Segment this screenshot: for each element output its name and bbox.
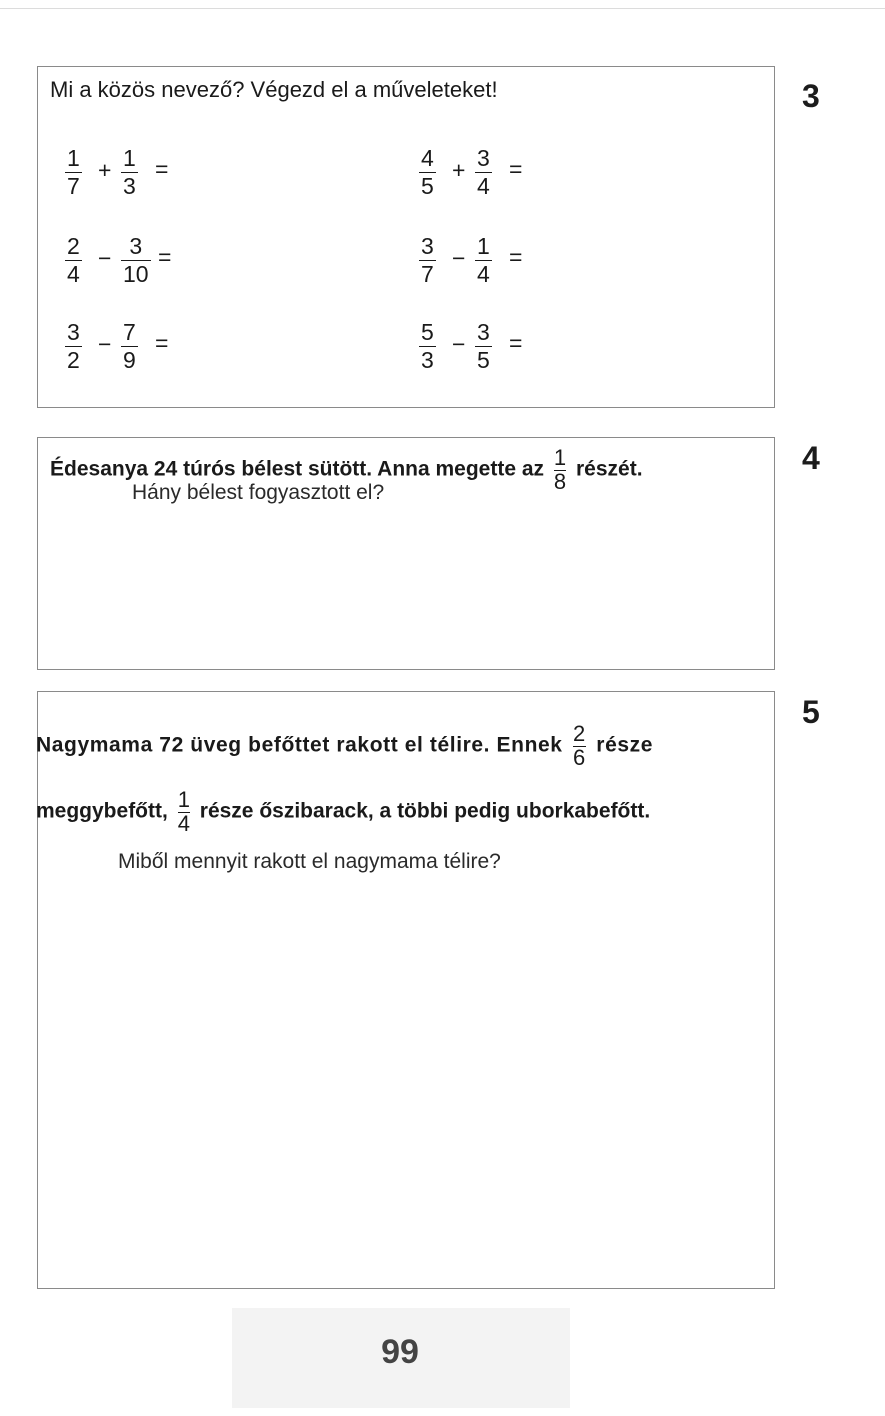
fraction-denominator: 9: [123, 347, 136, 373]
fraction-denominator: 5: [421, 173, 434, 199]
exercise-5-line-2: [36, 787, 651, 836]
exercise-5-fraction-1: [573, 721, 586, 770]
fraction-numerator: 3: [67, 319, 80, 345]
exercise-4-quantity: 24: [153, 457, 178, 481]
exercise-5-line1-prefix: Nagymama: [36, 733, 160, 757]
equals-sign: =: [509, 156, 523, 182]
fraction-denominator: 8: [553, 469, 567, 494]
fraction-numerator: 1: [123, 145, 136, 171]
operator: +: [98, 157, 112, 183]
exercise-5-line-1: [36, 721, 654, 770]
exercise-3-title: Mi a közös nevező? Végezd el a műveleteket!: [50, 77, 498, 102]
fraction-denominator: 4: [177, 811, 190, 836]
exercise-4-text-suffix: részét.: [575, 457, 643, 481]
fraction-denominator: 3: [123, 173, 136, 199]
fraction-numerator: 3: [477, 319, 490, 345]
fraction: [475, 146, 492, 198]
fraction: [65, 234, 82, 286]
exercise-4-number: 4: [802, 440, 820, 476]
exercise-5-line1-middle: üveg befőttet rakott el télire. Ennek: [183, 733, 563, 757]
exercise-5-number: 5: [802, 694, 820, 730]
fraction-denominator: 7: [67, 173, 80, 199]
page-number: 99: [381, 1333, 419, 1371]
operator: +: [452, 157, 466, 183]
fraction-denominator: 4: [67, 261, 80, 287]
fraction-denominator: 3: [421, 347, 434, 373]
exercise-5-line2-prefix: meggybefőtt,: [36, 799, 168, 823]
fraction: [121, 234, 151, 286]
fraction-numerator: 3: [421, 233, 434, 259]
fraction-numerator: 2: [67, 233, 80, 259]
exercise-5-line1-suffix: része: [596, 733, 654, 757]
fraction-denominator: 5: [477, 347, 490, 373]
equals-sign: =: [509, 330, 523, 356]
equals-sign: =: [158, 244, 172, 270]
equals-sign: =: [509, 244, 523, 270]
fraction-numerator: 1: [477, 233, 490, 259]
fraction: [419, 234, 436, 286]
exercise-4-text-prefix: Édesanya: [50, 457, 154, 481]
equals-sign: =: [155, 330, 169, 356]
fraction: [121, 320, 138, 372]
exercise-5-fraction-2: [177, 787, 190, 836]
fraction-numerator: 3: [129, 233, 143, 259]
fraction-numerator: 5: [421, 319, 434, 345]
operator: −: [452, 245, 466, 271]
operator: −: [452, 331, 466, 357]
fraction: [475, 234, 492, 286]
fraction: [475, 320, 492, 372]
fraction: [65, 320, 82, 372]
fraction-denominator: 10: [123, 261, 149, 287]
fraction-numerator: 7: [123, 319, 136, 345]
fraction-numerator: 2: [573, 721, 586, 746]
exercise-4-fraction: [553, 445, 567, 494]
exercise-3-number: 3: [802, 78, 820, 114]
equals-sign: =: [155, 156, 169, 182]
fraction-numerator: 1: [177, 787, 190, 812]
fraction-numerator: 3: [477, 145, 490, 171]
operator: −: [98, 331, 112, 357]
exercise-5-line2-suffix: része őszibarack, a többi pedig uborkabefőtt.: [199, 799, 651, 823]
fraction: [121, 146, 138, 198]
fraction-numerator: 4: [421, 145, 434, 171]
exercise-5-box: [37, 691, 775, 1289]
fraction-denominator: 2: [67, 347, 80, 373]
fraction-denominator: 4: [477, 173, 490, 199]
fraction: [419, 320, 436, 372]
top-rule: [0, 8, 885, 9]
exercise-4-text-middle: túrós bélest sütött. Anna megette az: [177, 457, 545, 481]
fraction: [65, 146, 82, 198]
fraction-numerator: 1: [553, 445, 567, 470]
exercise-4-question: Hány bélest fogyasztott el?: [132, 481, 385, 504]
operator: −: [98, 245, 112, 271]
exercise-5-quantity: 72: [159, 733, 184, 757]
exercise-5-question: Miből mennyit rakott el nagymama télire?: [118, 850, 501, 873]
fraction-denominator: 6: [573, 745, 586, 770]
fraction-denominator: 7: [421, 261, 434, 287]
fraction-numerator: 1: [67, 145, 80, 171]
fraction: [419, 146, 436, 198]
fraction-denominator: 4: [477, 261, 490, 287]
